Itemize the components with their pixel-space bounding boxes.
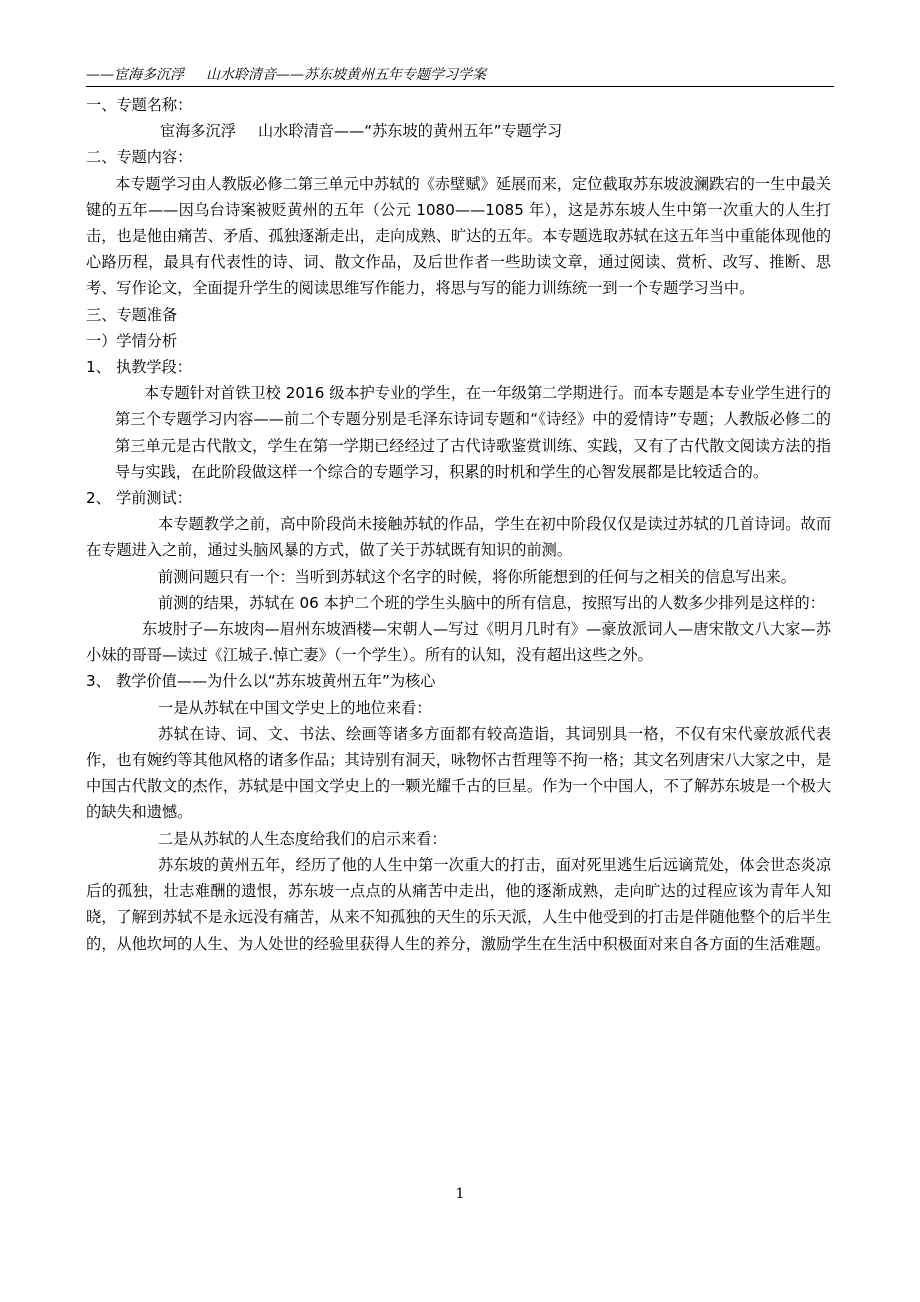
header-rule: [86, 86, 834, 87]
item-2-heading: [86, 485, 831, 511]
item-2-title: 学前测试：: [116, 489, 192, 508]
header-right: 山水聆清音——苏东坡黄州五年专题学习学案: [206, 67, 486, 83]
item-1-title: 执教学段：: [116, 358, 192, 377]
topic-title: [86, 118, 831, 144]
item-3-title: 教学价值——为什么以“苏东坡黄州五年”为核心: [116, 672, 436, 691]
section-2-paragraph: 本专题学习由人教版必修二第三单元中苏轼的《赤壁赋》延展而来，定位截取苏东坡波澜跌宕的一生中最关键的五年——因乌台诗案被贬黄州的五年（公元 1080——1085 年），这是苏东坡人生中第一次重大的人生打击，也是他由痛苦、矛盾、孤独逐渐走出，走向成熟、旷达的五年。本专题选取苏轼在这五年当中重能体现他的心路历程，最具有代表性的诗、词、散文作品，及后世作者一些助读文章，通过阅读、赏析、改写、推断、思考、写作论文，全面提升学生的阅读思维写作能力，将思与写的能力训练统一到一个专题学习当中。: [86, 174, 831, 298]
item-3-paragraph-1: 苏轼在诗、词、文、书法、绘画等诸多方面都有较高造诣，其词别具一格，不仅有宋代豪放派代表作，也有婉约等其他风格的诸多作品；其诗别有洞天，咏物怀古哲理等不拘一格；其文名列唐宋八大家之中，是中国古代散文的杰作，苏轼是中国文学史上的一颗光耀千古的巨星。作为一个中国人，不了解苏东坡是一个极大的缺失和遗憾。: [86, 724, 831, 822]
item-3-paragraph-2: 苏东坡的黄州五年，经历了他的人生中第一次重大的打击，面对死里逃生后远谪荒处，体会世态炎凉后的孤独，壮志难酬的遗恨，苏东坡一点点的从痛苦中走出，他的逐渐成熟，走向旷达的过程应该为青年人知晓，了解到苏轼不是永远没有痛苦，从来不知孤独的天生的乐天派，人生中他受到的打击是伴随他整个的后半生的，从他坎坷的人生、为人处世的经验里获得人生的养分，激励学生在生活中积极面对来自各方面的生活难题。: [86, 855, 831, 953]
topic-title-b: 山水聆清音——“苏东坡的黄州五年”专题学习: [257, 122, 563, 141]
item-2-paragraph-4: 东坡肘子—东坡肉—眉州东坡酒楼—宋朝人—写过《明月几时有》—豪放派词人—唐宋散文八大家—苏小妹的哥哥—读过《江城子.悼亡妻》（一个学生）。所有的认知，没有超出这些之外。: [86, 620, 831, 665]
item-2-paragraph-1: 本专题教学之前，高中阶段尚未接触苏轼的作品，学生在初中阶段仅仅是读过苏轼的几首诗词。故而在专题进入之前，通过头脑风暴的方式，做了关于苏轼既有知识的前测。: [86, 515, 831, 560]
document-body: [86, 92, 831, 957]
subsection-1-heading: 一）学情分析: [86, 331, 178, 350]
item-3-subheading-1: 一是从苏轼在中国文学史上的地位来看：: [158, 698, 432, 717]
item-2-paragraph-3: 前测的结果，苏轼在 06 本护二个班的学生头脑中的所有信息，按照写出的人数多少排列是这样的：: [158, 593, 825, 612]
running-header: [86, 66, 834, 84]
section-1-heading: 一、专题名称：: [86, 96, 193, 114]
item-3-number: 3、: [86, 672, 111, 691]
item-1-heading: [86, 354, 831, 380]
item-1-number: 1、: [86, 358, 111, 377]
item-2-number: 2、: [86, 489, 111, 508]
item-3-heading: [86, 668, 831, 694]
header-left: ——宦海多沉浮: [86, 67, 184, 83]
section-3-heading: 三、专题准备: [86, 305, 178, 324]
item-3-subheading-2: 二是从苏轼的人生态度给我们的启示来看：: [158, 829, 447, 848]
page-number: 1: [455, 1186, 465, 1202]
item-1-paragraph: 本专题针对首铁卫校 2016 级本护专业的学生，在一年级第二学期进行。而本专题是本专业学生进行的第三个专题学习内容——前二个专题分别是毛泽东诗词专题和“《诗经》中的爱情诗”专题；人教版必修二的第三单元是古代散文，学生在第一学期已经经过了古代诗歌鉴赏训练、实践，又有了古代散文阅读方法的指导与实践，在此阶段做这样一个综合的专题学习，积累的时机和学生的心智发展都是比较适合的。: [115, 384, 831, 481]
section-2-heading: 二、专题内容：: [86, 148, 193, 167]
topic-title-a: 宦海多沉浮: [160, 122, 236, 141]
item-2-paragraph-2: 前测问题只有一个：当听到苏轼这个名字的时候，将你所能想到的任何与之相关的信息写出来。: [158, 567, 796, 586]
